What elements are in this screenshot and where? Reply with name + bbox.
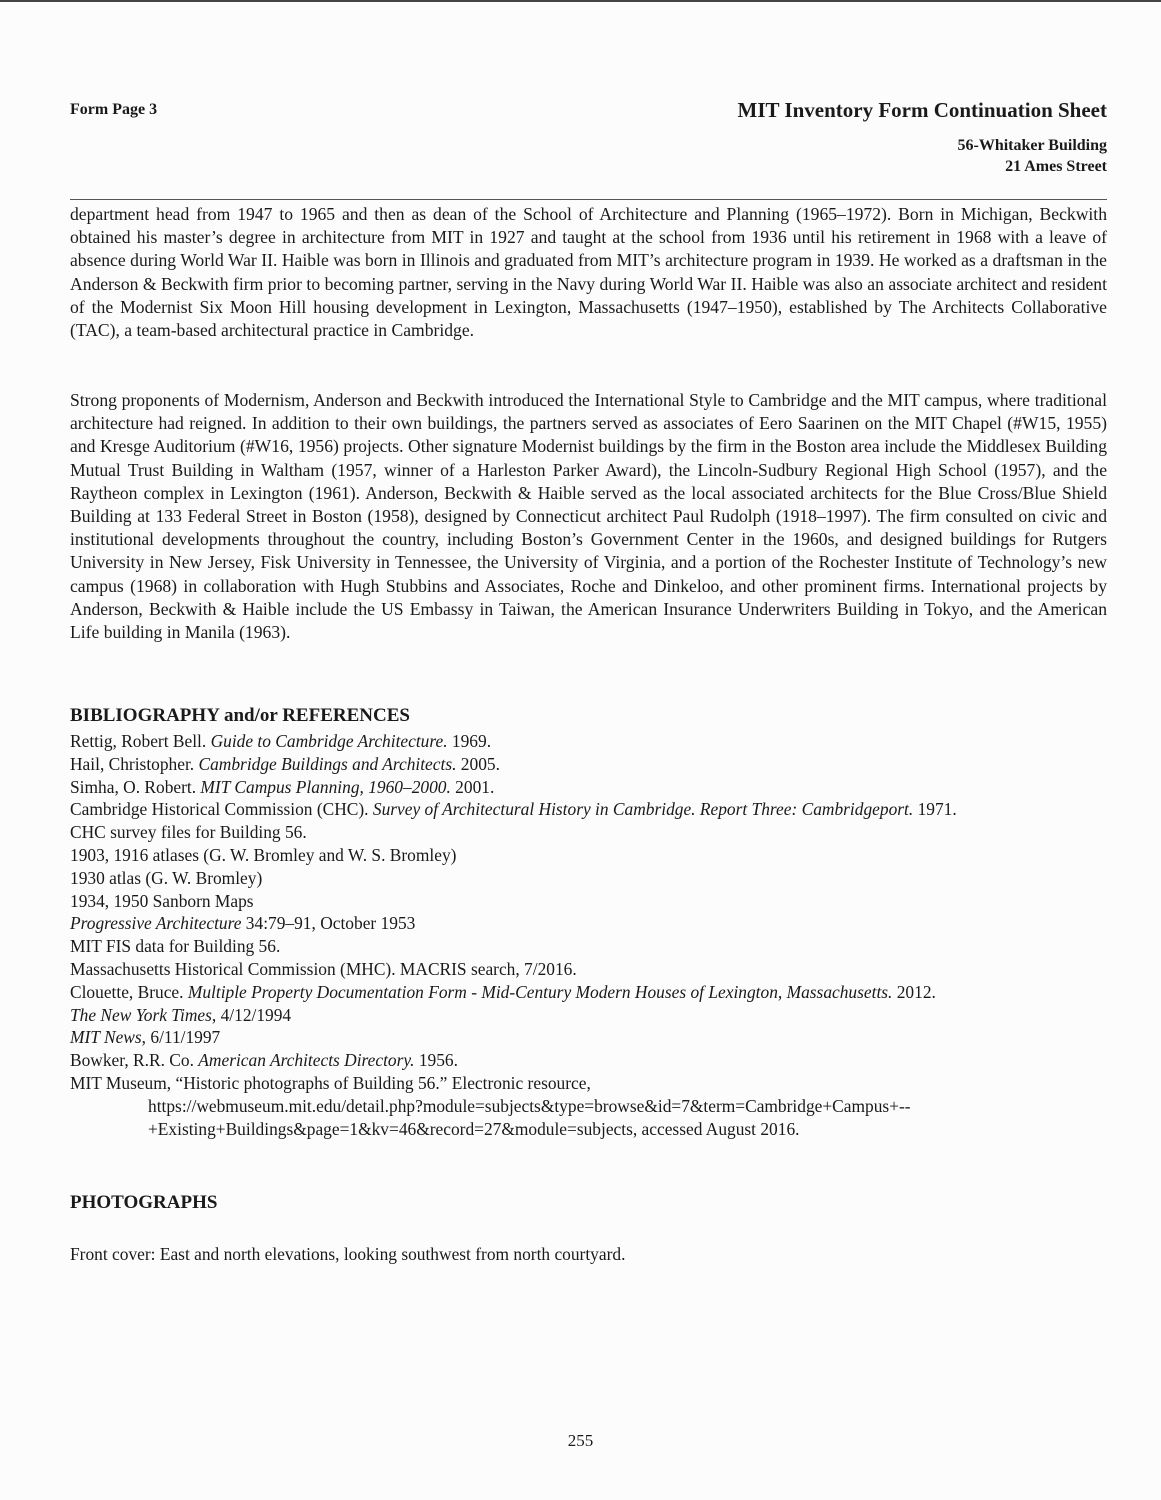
bibliography-entry: Clouette, Bruce. Multiple Property Documentation Form - Mid-Century Modern Houses of Lexington, Massachusetts. 2012. [70,981,936,1002]
body-paragraph-1: department head from 1947 to 1965 and then as dean of the School of Architecture and Planning (1965–1972). Born in Michigan, Beckwith obtained his master’s degree in architecture from MIT in 1927 and taught at the school from 1936 until his retirement in 1968 with a leave of absence during World War II. Haible was born in Illinois and graduated from MIT’s architecture program in 1939. He worked as a draftsman in the Anderson & Beckwith firm prior to becoming partner, serving in the Navy during World War II. Haible was also an associate architect and resident of the Modernist Six Moon Hill housing development in Lexington, Massachusetts (1947–1950), established by The Architects Collaborative (TAC), a team-based architectural practice in Cambridge. [70,204,1107,341]
bibliography-entry: 1903, 1916 atlases (G. W. Bromley and W. S. Bromley) [70,844,457,865]
bibliography-entry: MIT FIS data for Building 56. [70,936,281,957]
bibliography-entry: Massachusetts Historical Commission (MHC). MACRIS search, 7/2016. [70,958,577,979]
sheet-title: MIT Inventory Form Continuation Sheet [737,98,1107,122]
page-number: 255 [567,1431,594,1450]
body-paragraph-2: Strong proponents of Modernism, Anderson and Beckwith introduced the International Style to Cambridge and the MIT campus, where traditional architecture had reigned. In addition to their own buildings, the partners served as associates of Eero Saarinen on the MIT Chapel (#W15, 1955) and Kresge Auditorium (#W16, 1956) projects. Other signature Modernist buildings by the firm in the Boston area include the Middlesex Building Mutual Trust Building in Waltham (1957, winner of a Harleston Parker Award), the Lincoln-Sudbury Regional High School (1957), and the Raytheon complex in Lexington (1961). Anderson, Beckwith & Haible served as the local associated architects for the Blue Cross/Blue Shield Building at 133 Federal Street in Boston (1958), designed by Connecticut architect Paul Rudolph (1918–1997). The firm consulted on civic and institutional developments throughout the country, including Boston’s Government Center in the 1960s, and designed buildings for Rutgers University in New Jersey, Fisk University in Tennessee, the University of Virginia, and a portion of the Rochester Institute of Technology’s new campus (1968) in collaboration with Hugh Stubbins and Associates, Roche and Dinkeloo, and other prominent firms. International projects by Anderson, Beckwith & Haible include the US Embassy in Taiwan, the American Insurance Underwriters Building in Tokyo, and the American Life building in Manila (1963). [70,390,1107,643]
bibliography-entry: Cambridge Historical Commission (CHC). Survey of Architectural History in Cambridge. Report Three: Cambridgeport. 1971. [70,799,957,820]
top-border [0,0,1161,2]
photographs-heading: PHOTOGRAPHS [70,1192,218,1213]
building-name: 56-Whitaker Building [957,137,1107,154]
photograph-caption: Front cover: East and north elevations, looking southwest from north courtyard. [70,1244,626,1264]
bibliography-entry: CHC survey files for Building 56. [70,822,307,843]
bibliography-entry: 1930 atlas (G. W. Bromley) [70,867,263,888]
bibliography-entry: The New York Times, 4/12/1994 [70,1004,292,1025]
bibliography-entry: Hail, Christopher. Cambridge Buildings and Architects. 2005. [70,753,500,774]
bibliography-url-line: https://webmuseum.mit.edu/detail.php?module=subjects&type=browse&id=7&term=Cambridge+Campus+-- [148,1095,911,1116]
bibliography-url-line: +Existing+Buildings&page=1&kv=46&record=27&module=subjects, accessed August 2016. [148,1118,800,1139]
bibliography-entry: MIT News, 6/11/1997 [70,1027,221,1048]
header-divider [70,199,1107,200]
building-address: 21 Ames Street [1005,158,1107,175]
bibliography-entry: Simha, O. Robert. MIT Campus Planning, 1960–2000. 2001. [70,776,495,797]
bibliography-entry: 1934, 1950 Sanborn Maps [70,890,254,911]
bibliography-entry: Progressive Architecture 34:79–91, October 1953 [70,913,416,934]
bibliography-entry: MIT Museum, “Historic photographs of Building 56.” Electronic resource, [70,1072,591,1093]
bibliography-entry: Rettig, Robert Bell. Guide to Cambridge Architecture. 1969. [70,731,492,751]
bibliography-list [70,730,1120,1140]
bibliography-heading: BIBLIOGRAPHY and/or REFERENCES [70,705,410,726]
form-page-label: Form Page 3 [70,101,158,118]
bibliography-entry: Bowker, R.R. Co. American Architects Directory. 1956. [70,1050,458,1071]
